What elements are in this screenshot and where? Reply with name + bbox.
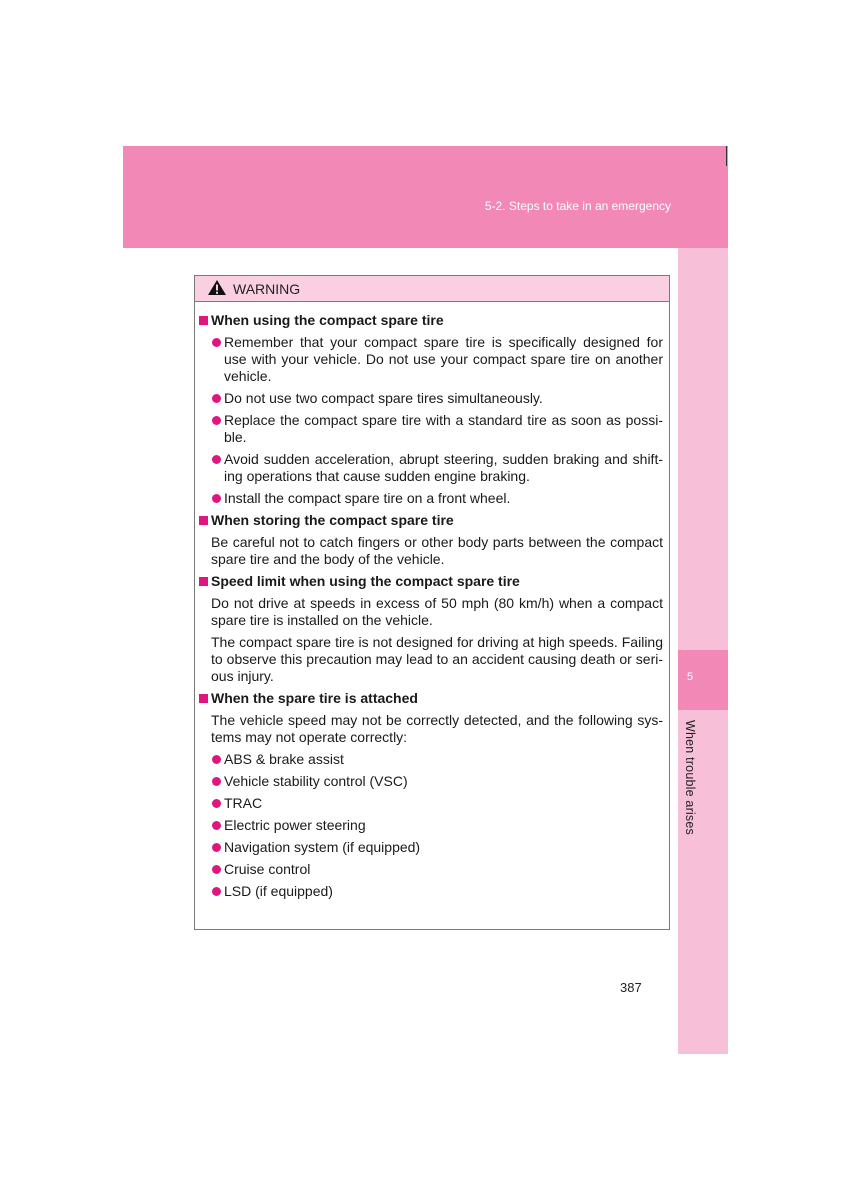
paragraph: The compact spare tire is not designed for driving at high speeds. Failing to observe this precaution may lead to an accident causing death or seri-ous injury.	[211, 634, 663, 684]
bullet-dot-icon	[212, 494, 221, 503]
section-heading-text: When using the compact spare tire	[211, 312, 444, 328]
bullet-text: Cruise control	[224, 861, 311, 877]
paragraph: The vehicle speed may not be correctly detected, and the following sys-tems may not operate correctly:	[211, 712, 663, 745]
bullet-dot-icon	[212, 843, 221, 852]
bullet-item	[211, 817, 663, 834]
header-band	[123, 146, 728, 248]
bullet-dot-icon	[212, 338, 221, 347]
section-heading	[199, 512, 663, 529]
page-number: 387	[620, 980, 642, 995]
bullet-text: Do not use two compact spare tires simultaneously.	[224, 390, 543, 406]
bullet-item	[211, 773, 663, 790]
square-bullet-icon	[199, 694, 208, 703]
chapter-title: When trouble arises	[683, 720, 697, 835]
bullet-text: Electric power steering	[224, 817, 366, 833]
crop-mark-top	[726, 146, 727, 166]
bullet-item	[211, 861, 663, 878]
bullet-dot-icon	[212, 455, 221, 464]
warning-body	[195, 302, 669, 900]
bullet-dot-icon	[212, 755, 221, 764]
bullet-text: Install the compact spare tire on a front wheel.	[224, 490, 511, 506]
bullet-dot-icon	[212, 394, 221, 403]
bullet-item	[211, 412, 663, 446]
section-heading	[199, 573, 663, 590]
section-heading	[199, 312, 663, 329]
bullet-item	[211, 490, 663, 507]
warning-box	[194, 275, 670, 930]
bullet-dot-icon	[212, 887, 221, 896]
section-heading-text: When storing the compact spare tire	[211, 512, 454, 528]
bullet-item	[211, 451, 663, 485]
bullet-item	[211, 334, 663, 385]
bullet-text: ABS & brake assist	[224, 751, 344, 767]
paragraph: Be careful not to catch fingers or other body parts between the compact spare tire and the body of the vehicle.	[211, 534, 663, 567]
bullet-text: Replace the compact spare tire with a standard tire as soon as possi-ble.	[224, 412, 663, 445]
bullet-item	[211, 883, 663, 900]
bullet-dot-icon	[212, 865, 221, 874]
bullet-item	[211, 751, 663, 768]
warning-label: WARNING	[233, 280, 301, 297]
bullet-text: Remember that your compact spare tire is specifically designed for use with your vehicle. Do not use your compact spare tire on another vehicle.	[224, 334, 663, 384]
section-heading	[199, 690, 663, 707]
bullet-item	[211, 839, 663, 856]
bullet-dot-icon	[212, 777, 221, 786]
square-bullet-icon	[199, 516, 208, 525]
bullet-text: Avoid sudden acceleration, abrupt steering, sudden braking and shift-ing operations that cause sudden engine braking.	[224, 451, 663, 484]
section-heading-text: When the spare tire is attached	[211, 690, 418, 706]
chapter-box	[678, 650, 728, 710]
paragraph: Do not drive at speeds in excess of 50 mph (80 km/h) when a compact spare tire is installed on the vehicle.	[211, 595, 663, 628]
warning-triangle-icon	[207, 279, 233, 299]
bullet-item	[211, 390, 663, 407]
section-heading-text: Speed limit when using the compact spare tire	[211, 573, 520, 589]
section-title: 5-2. Steps to take in an emergency	[484, 199, 671, 213]
bullet-dot-icon	[212, 821, 221, 830]
bullet-dot-icon	[212, 416, 221, 425]
chapter-number: 5	[687, 671, 694, 683]
warning-header	[195, 276, 669, 302]
bullet-text: Vehicle stability control (VSC)	[224, 773, 408, 789]
bullet-item	[211, 795, 663, 812]
bullet-text: TRAC	[224, 795, 263, 811]
square-bullet-icon	[199, 577, 208, 586]
square-bullet-icon	[199, 316, 208, 325]
bullet-text: Navigation system (if equipped)	[224, 839, 421, 855]
bullet-text: LSD (if equipped)	[224, 883, 333, 899]
bullet-dot-icon	[212, 799, 221, 808]
